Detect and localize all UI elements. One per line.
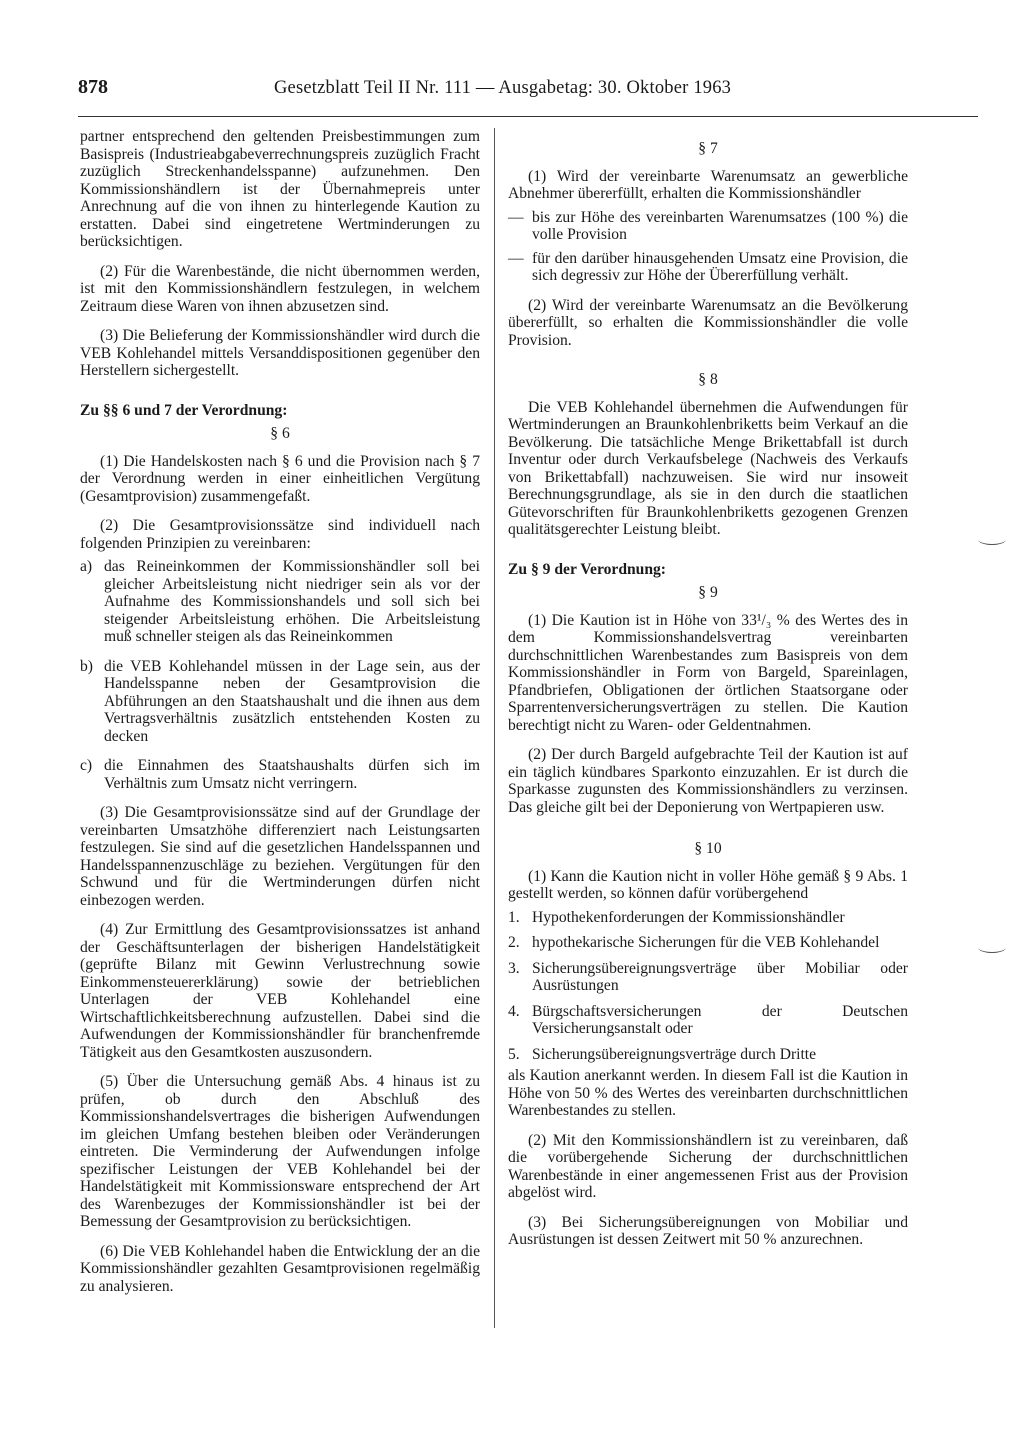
number-marker: 2. bbox=[508, 934, 520, 951]
column-divider bbox=[494, 128, 495, 1328]
dash-marker: — bbox=[508, 208, 524, 226]
s6-paragraph-5: (5) Über die Untersuchung gemäß Abs. 4 hinaus ist zu prüfen, ob durch den Abschluß des Kommissionshandelsvertrages die bisherigen Aufwendungen im gleichen Umfang bestehen bleiben oder Veränderungen eintreten. Die Verminderung der Aufwendungen infolge spezifischer Leistungen der VEB Kohlehandel bei der Handelstätigkeit mit Kommissionsware entsprechend der Art des Warenbezuges der Kommissionshändler ist bei der Bemessung der Gesamtprovision zu berücksichtigen. bbox=[80, 1073, 480, 1230]
paragraph-2: (2) Für die Warenbestände, die nicht übernommen werden, ist mit den Kommissionshändlern festzulegen, in welchem Zeitraum diese Waren von ihnen abzusetzen sind. bbox=[80, 262, 480, 315]
s6-paragraph-1: (1) Die Handelskosten nach § 6 und die Provision nach § 7 der Verordnung werden in einer einheitlichen Vergütung (Gesamtprovision) zusammengefaßt. bbox=[80, 452, 480, 505]
section-10-title: § 10 bbox=[694, 840, 722, 857]
s9-paragraph-2: (2) Der durch Bargeld aufgebrachte Teil der Kaution ist auf ein täglich kündbares Sparkonto einzuzahlen. Er ist durch die Sparkasse zugunsten des Kommissionshändlers zu verzinsen. Das gleiche gilt bei der Deponierung von Wertpapieren usw. bbox=[508, 746, 908, 816]
s10-paragraph-1: (1) Kann die Kaution nicht in voller Höhe gemäß § 9 Abs. 1 gestellt werden, so können dafür vorübergehend bbox=[508, 867, 908, 902]
numbered-item bbox=[508, 934, 908, 952]
numbered-item-text: hypothekarische Sicherungen für die VEB Kohlehandel bbox=[532, 934, 880, 951]
s6-paragraph-6: (6) Die VEB Kohlehandel haben die Entwicklung der an die Kommissionshändler gezahlten Gesamtprovisionen regelmäßig zu analysieren. bbox=[80, 1242, 480, 1295]
list-item-text: die VEB Kohlehandel müssen in der Lage sein, aus der Handelsspanne neben der Gesamtprovision die Abführungen an den Staatshaushalt und die ihnen aus dem Vertragsverhältnis zusätzlich entstehenden Kosten zu decken bbox=[104, 657, 480, 745]
list-item-text: die Einnahmen des Staatshaushalts dürfen sich im Verhältnis zum Umsatz nicht verringern. bbox=[104, 757, 480, 792]
s6-paragraph-3: (3) Die Gesamtprovisionssätze sind auf der Grundlage der vereinbarten Umsatzhöhe differenziert nach Leistungsarten festzulegen. Sie sind auf die gesetzlichen Handelsspannen und Handelsspannenzuschläge zu beziehen. Vergütungen für den Schwund und für die Wertminderungen dürfen nicht einbezogen werden. bbox=[80, 804, 480, 909]
number-marker: 1. bbox=[508, 908, 520, 926]
numbered-item-text: Sicherungsübereignungsverträge durch Dritte bbox=[532, 1045, 817, 1063]
dash-item bbox=[508, 250, 908, 285]
numbered-item-text: Sicherungsübereignungsverträge über Mobiliar oder Ausrüstungen bbox=[532, 959, 908, 994]
number-marker: 4. bbox=[508, 1002, 520, 1020]
margin-mark bbox=[978, 942, 1006, 953]
list-marker: b) bbox=[80, 657, 93, 675]
section-9-title: § 9 bbox=[698, 584, 718, 601]
number-marker: 5. bbox=[508, 1045, 520, 1063]
s6-paragraph-2: (2) Die Gesamtprovisionssätze sind individuell nach folgenden Prinzipien zu vereinbaren: bbox=[80, 517, 480, 552]
numbered-item bbox=[508, 960, 908, 995]
number-marker: 3. bbox=[508, 959, 520, 977]
dash-marker: — bbox=[508, 249, 524, 267]
margin-mark bbox=[978, 534, 1006, 545]
s7-paragraph-2: (2) Wird der vereinbarte Warenumsatz an die Bevölkerung übererfüllt, so erhalten die Kommissionshändler die volle Provision. bbox=[508, 296, 908, 349]
header-rule bbox=[78, 116, 978, 117]
heading-section-9: Zu § 9 der Verordnung: bbox=[508, 560, 667, 578]
list-marker: a) bbox=[80, 558, 93, 575]
right-column bbox=[508, 128, 908, 1261]
section-6-title: § 6 bbox=[270, 425, 290, 442]
s8-paragraph-1: Die VEB Kohlehandel übernehmen die Aufwendungen für Wertminderungen an Braunkohlenbriketts beim Verkauf an die Bevölkerung. Die tatsächliche Menge Brikettabfall ist durch Inventur oder durch Verkaufsbelege (Nachweis des Verkaufs von Brikettabfall) nachzuweisen. Sie wird nur insoweit Berechnungsgrundlage, als sie in den durch die staatlichen Gütevorschriften für Braunkohlenbriketts gezogenen Grenzen qualitätsgerechter Leistung bleibt. bbox=[508, 398, 908, 538]
dash-item bbox=[508, 209, 908, 244]
list-item-text: das Reineinkommen der Kommissionshändler soll bei gleicher Arbeitsleistung nicht niedriger sein als vor der Aufnahme des Kommissionshandels und soll sich bei steigender Arbeitsleistung erhöhen. Die Arbeitsleistung muß schneller steigen als das Reineinkommen bbox=[104, 558, 480, 645]
heading-sections-6-7: Zu §§ 6 und 7 der Verordnung: bbox=[80, 401, 288, 419]
s7-paragraph-1: (1) Wird der vereinbarte Warenumsatz an gewerbliche Abnehmer übererfüllt, erhalten die Kommissionshändler bbox=[508, 167, 908, 202]
list-item bbox=[80, 558, 480, 646]
header-title: Gesetzblatt Teil II Nr. 111 — Ausgabetag: 30. Oktober 1963 bbox=[274, 78, 732, 98]
dash-item-text: für den darüber hinausgehenden Umsatz eine Provision, die sich degressiv zur Höhe der Übererfüllung verhält. bbox=[532, 249, 908, 284]
numbered-item-text: Hypothekenforderungen der Kommissionshändler bbox=[532, 908, 845, 926]
list-item bbox=[80, 757, 480, 792]
list-item bbox=[80, 658, 480, 746]
s10-paragraph-2: (2) Mit den Kommissionshändlern ist zu vereinbaren, daß die vorübergehende Sicherung der durchschnittlichen Warenbestände in einer angemessenen Frist aus der Provision abgelöst wird. bbox=[508, 1131, 908, 1201]
paragraph-continued: partner entsprechend den geltenden Preisbestimmungen zum Basispreis (Industrieabgabeverrechnungspreis zuzüglich Fracht zuzüglich Streckenhandelsspanne) aufzunehmen. Den Kommissionshändlern ist der Übernahmepreis unter Anrechnung auf die von ihnen zu hinterlegende Kaution zu erstatten. Dabei sind eingetretene Wertminderungen zu berücksichtigen. bbox=[80, 128, 480, 250]
s9-paragraph-1: (1) Die Kaution ist in Höhe von 33¹/₃ % des Wertes des in dem Kommissionshandelsvertrag vereinbarten durchschnittlichen Warenbestandes zum Basispreis von dem Kommissionshändler in Form von Bargeld, Spareinlagen, Pfandbriefen, Obligationen der örtlichen Staatsorgane oder Sparrentenversicherungsverträgen zu stellen. Die Kaution berechtigt nicht zu Waren- oder Geldentnahmen. bbox=[508, 611, 908, 734]
s6-paragraph-4: (4) Zur Ermittlung des Gesamtprovisionssatzes ist anhand der Geschäftsunterlagen der bisherigen Handelstätigkeit (geprüfte Bilanz mit Gewinn Verlustrechnung sowie Einkommensteuererklärung) sowie der betrieblichen Unterlagen der VEB Kohlehandel eine Wirtschaftlichkeitsberechnung aufzustellen. Dabei sind die Aufwendungen der Kommissionshändler für branchenfremde Tätigkeit aus den Gesamtkosten auszusondern. bbox=[80, 921, 480, 1061]
section-7-title: § 7 bbox=[698, 140, 718, 157]
numbered-item-text: Bürgschaftsversicherungen der Deutschen Versicherungsanstalt oder bbox=[532, 1002, 908, 1037]
numbered-item bbox=[508, 909, 908, 927]
section-8-title: § 8 bbox=[698, 371, 718, 388]
list-marker: c) bbox=[80, 757, 93, 774]
left-column bbox=[80, 128, 480, 1307]
numbered-item bbox=[508, 1003, 908, 1038]
s10-paragraph-3: (3) Bei Sicherungsübereignungen von Mobiliar und Ausrüstungen ist dessen Zeitwert mit 50 % anzurechnen. bbox=[508, 1213, 908, 1248]
numbered-item bbox=[508, 1046, 908, 1064]
s10-after-list: als Kaution anerkannt werden. In diesem Fall ist die Kaution in Höhe von 50 % des Wertes des vereinbarten durchschnittlichen Warenbestandes zu stellen. bbox=[508, 1067, 908, 1119]
paragraph-3: (3) Die Belieferung der Kommissionshändler wird durch die VEB Kohlehandel mittels Versanddispositionen gegenüber den Herstellern sichergestellt. bbox=[80, 327, 480, 379]
page-number: 878 bbox=[78, 76, 108, 98]
dash-item-text: bis zur Höhe des vereinbarten Warenumsatzes (100 %) die volle Provision bbox=[532, 208, 908, 243]
page-header bbox=[78, 76, 978, 116]
